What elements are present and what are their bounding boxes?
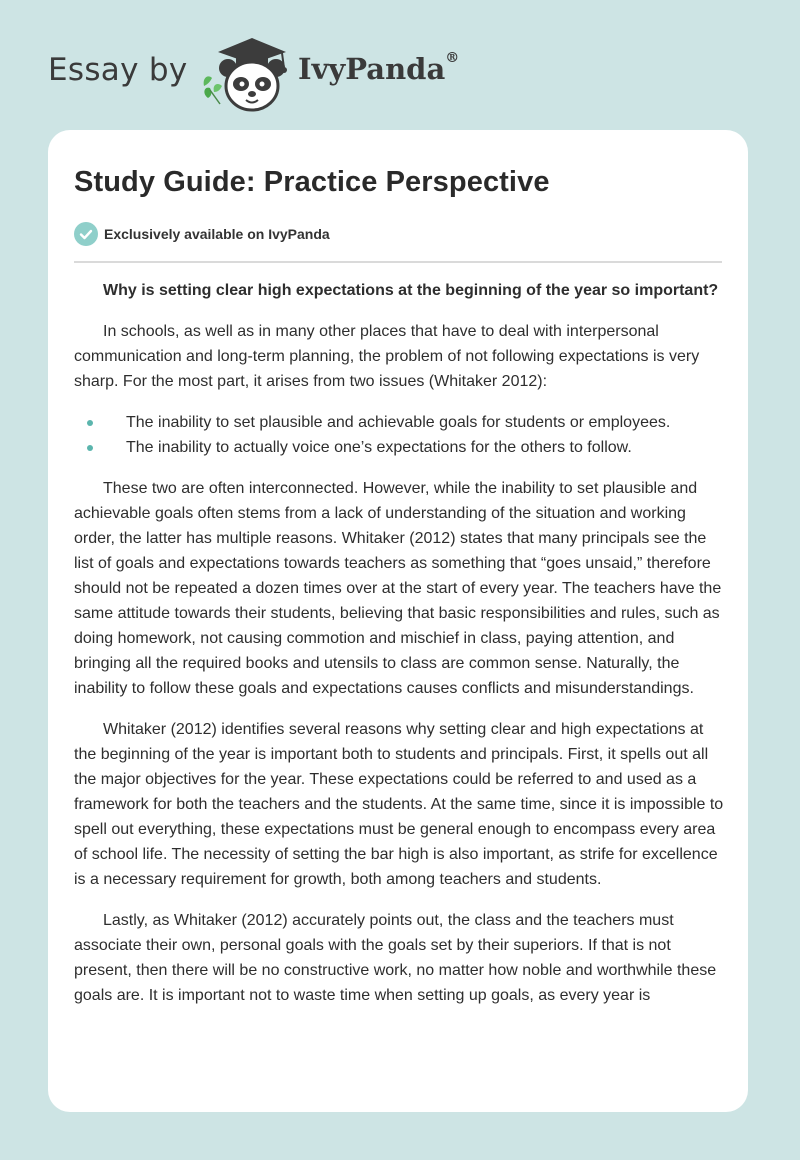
- paragraph: In schools, as well as in many other places that have to deal with interpersonal communication and long-term planning, the problem of not following expectations is very sharp. For the most part, it arises from two issues (Whitaker 2012):: [74, 323, 700, 390]
- question-heading: Why is setting clear high expectations at the beginning of the year so important?: [103, 282, 719, 299]
- essay-card: [48, 130, 748, 1112]
- essay-by-label: Essay by: [48, 52, 188, 88]
- list-item: The inability to actually voice one’s expectations for the others to follow.: [74, 435, 726, 460]
- panda-graduate-icon: [200, 34, 292, 114]
- site-header: [48, 34, 488, 114]
- bullet-dot: [87, 445, 93, 451]
- exclusive-badge: [74, 222, 330, 246]
- page-title: Study Guide: Practice Perspective: [74, 166, 550, 198]
- list-item: The inability to set plausible and achievable goals for students or employees.: [74, 410, 726, 435]
- check-circle-icon: [74, 222, 98, 246]
- paragraph: Lastly, as Whitaker (2012) accurately points out, the class and the teachers must associate their own, personal goals with the goals set by their superiors. If that is not present, then there will be no constructive work, no matter how noble and worthwhile these goals are. It is important not to waste time when setting up goals, as every year is: [74, 912, 717, 1004]
- exclusive-label: Exclusively available on IvyPanda: [104, 226, 330, 242]
- title-divider: [74, 261, 722, 263]
- essay-body: [74, 278, 726, 1024]
- bullet-dot: [87, 420, 93, 426]
- brand-name[interactable]: IvyPanda®: [298, 50, 460, 86]
- paragraph: These two are often interconnected. However, while the inability to set plausible and achievable goals often stems from a lack of understanding of the situation and working order, the latter has multiple reasons. Whitaker (2012) states that many principals see the list of goals and expectations towards teachers as something that “goes unsaid,” therefore should not be repeated a dozen times over at the start of every year. The teachers have the same attitude towards their students, believing that basic responsibilities and rules, such as doing homework, not causing commotion and mischief in class, paying attention, and bringing all the required books and utensils to class are common sense. Naturally, the inability to follow these goals and expectations causes conflicts and misunderstandings.: [74, 480, 722, 697]
- paragraph: Whitaker (2012) identifies several reasons why setting clear and high expectations at the beginning of the year is important both to students and principals. First, it spells out all the major objectives for the year. These expectations could be referred to and used as a framework for both the teachers and the students. At the same time, since it is impossible to spell out everything, these expectations must be general enough to encompass every area of school life. The necessity of setting the bar high is also important, as strife for excellence is a necessary requirement for growth, both among teachers and students.: [74, 721, 724, 888]
- issues-list: [74, 410, 726, 460]
